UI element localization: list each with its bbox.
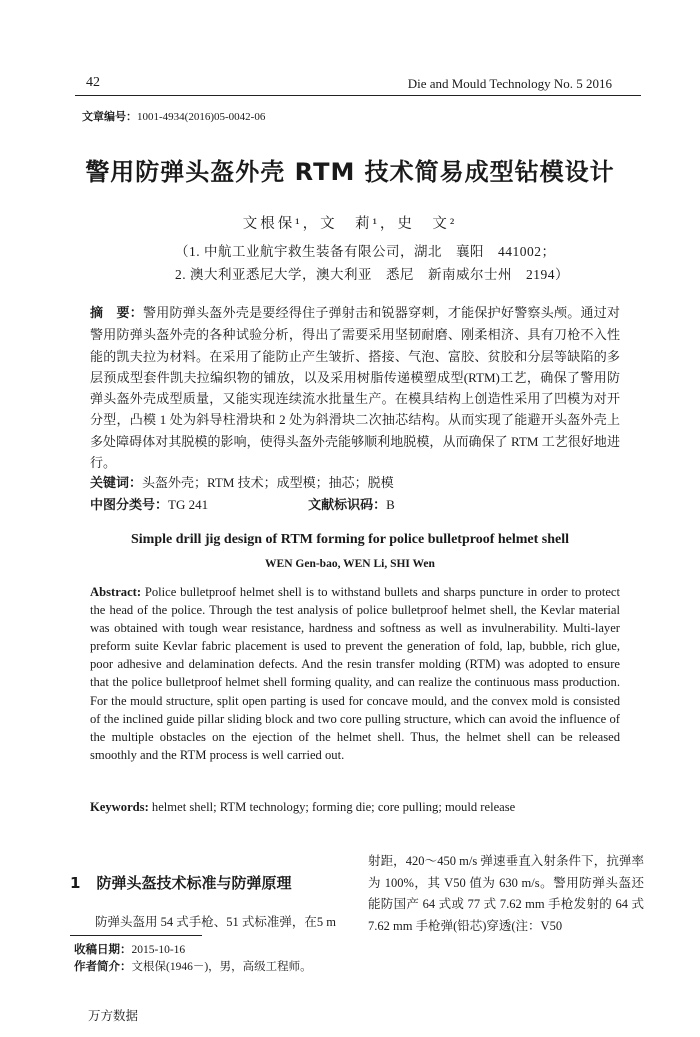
classification-label: 中图分类号：: [90, 498, 169, 513]
abstract-cn: [90, 302, 620, 473]
received-date: [74, 941, 185, 957]
affiliation-1: （1. 中航工业航宇救生装备有限公司，湖北 襄阳 441002；: [175, 244, 556, 259]
keywords-en: [90, 800, 630, 815]
section-heading: [70, 872, 291, 893]
article-number-value: 1001-4934(2016)05-0042-06: [137, 111, 266, 123]
paper-title: 警用防弹头盔外壳 RTM 技术简易成型钻模设计: [85, 158, 615, 186]
abstract-cn-text: 警用防弹头盔外壳是要经得住子弹射击和锐器穿刺，才能保护好警察头颅。通过对警用防弹头盔外壳的各种试验分析，得出了需要采用坚韧耐磨、刚柔相济、具有刀枪不入性能的凯夫拉为材料。在采用了能防止产生皱折、搭接、气泡、富胶、贫胶和分层等缺陷的多层预成型套件凯夫拉编织物的铺放，以及采用树脂传递模塑成型(RTM)工艺，确保了警用防弹头盔外壳成型质量，又能实现连续流水批量生产。在模具结构上创造性采用了凹模为对开分型，凸模 1 处为斜导柱滑块和 2 处为斜滑块二次抽芯结构。从而实现了能避开头盔外壳上多处障碍体对其脱模的影响，使得头盔外壳能够顺利地脱模，从而确保了 RTM 工艺很好地进行。: [90, 305, 620, 471]
english-authors: WEN Gen-bao, WEN Li, SHI Wen: [265, 558, 435, 570]
doc-code-label: 文献标识码：: [308, 498, 387, 513]
article-number-label: 文章编号：: [82, 110, 137, 123]
footnote-rule: [70, 935, 202, 936]
abstract-en-text: Police bulletproof helmet shell is to withstand bullets and sharps puncture in order to protect the head of the police. Through the test analysis of police bulletproof helmet shell, the Kevlar material was obtained with tough wear resistance, hardness and softness as well as invulnerability. Multi-layer preform suite Kevlar fabric placement is used to prevent the generation of fold, lap, bubble, rich glue, poor adhesive and delamination defects. And the resin transfer molding (RTM) was adopted to ensure that the police bulletproof helmet shell forming quality, and can realize the continuous mass production. For the mould structure, split open parting is used for concave mould, and the convex mold is consisted of the inclined guide pillar sliding block and two core pulling structure, which can avoid the influence of the multiple obstacles on the ejection of the helmet shell. Thus, the helmet shell can be released smoothly and the RTM process is well carried out.: [90, 585, 620, 762]
section-number: 1: [70, 874, 81, 892]
classification-line: [90, 494, 620, 513]
classification-value: TG 241: [168, 497, 209, 512]
article-number: [82, 108, 265, 124]
journal-header: Die and Mould Technology No. 5 2016: [407, 76, 612, 91]
keywords-cn: [90, 472, 394, 491]
affiliation-2: 2. 澳大利亚悉尼大学，澳大利亚 悉尼 新南威尔士州 2194）: [175, 267, 569, 282]
section-body-left: 防弹头盔用 54 式手枪、51 式标准弹，在5 m: [95, 915, 336, 929]
received-value: 2015-10-16: [131, 944, 186, 956]
author-bio-label: 作者简介：: [74, 959, 132, 973]
section-title: 防弹头盔技术标准与防弹原理: [96, 874, 292, 892]
keywords-cn-label: 关键词：: [90, 476, 143, 491]
abstract-en: [90, 583, 620, 764]
doc-code-value: B: [386, 497, 395, 512]
section-body-right: 射距，420～450 m/s 弹速垂直入射条件下，抗弹率为 100%，其 V50 值为 630 m/s。警用防弹头盔还能防国产 64 式或 77 式 7.62 mm 手枪发射的 64 式 7.62 mm 手枪弹(铅芯)穿透(注：V50: [368, 854, 644, 933]
keywords-cn-text: 头盔外壳；RTM 技术；成型模；抽芯；脱模: [142, 475, 394, 490]
abstract-cn-label: 摘 要：: [90, 306, 144, 321]
watermark-text: 万方数据: [88, 1008, 139, 1023]
author-bio: [74, 958, 312, 974]
page-number: 42: [86, 75, 100, 90]
keywords-en-label: Keywords:: [90, 800, 149, 814]
paper-authors: 文根保¹，文 莉¹，史 文²: [242, 216, 458, 232]
header-rule: [75, 95, 641, 96]
abstract-en-label: Abstract:: [90, 585, 142, 599]
received-label: 收稿日期：: [74, 942, 132, 956]
author-bio-value: 文根保(1946－)，男，高级工程师。: [131, 961, 312, 973]
keywords-en-text: helmet shell; RTM technology; forming die; core pulling; mould release: [151, 800, 516, 814]
english-title: Simple drill jig design of RTM forming for police bulletproof helmet shell: [130, 532, 570, 547]
